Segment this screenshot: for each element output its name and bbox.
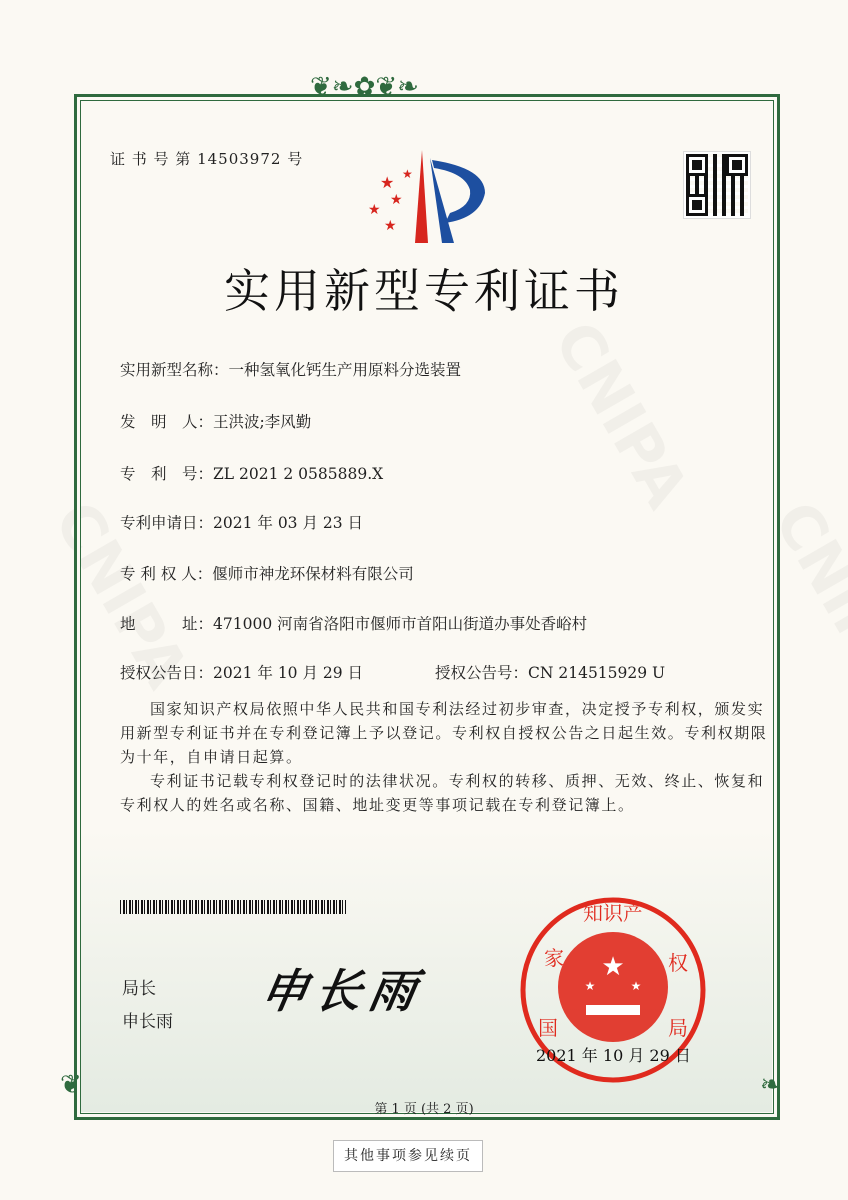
- page-indicator: 第 1 页 (共 2 页): [374, 1102, 474, 1117]
- svg-text:★: ★: [630, 979, 642, 993]
- svg-text:★: ★: [384, 218, 397, 234]
- signature: 申长雨: [256, 964, 429, 1018]
- svg-text:家: 家: [544, 946, 564, 970]
- page-title: 实用新型专利证书: [224, 264, 624, 318]
- svg-text:局: 局: [668, 1016, 688, 1040]
- paragraph-grant: 国家知识产权局依照中华人民共和国专利法经过初步审查，决定授予专利权，颁发实用新型专利证书并在专利登记簿上予以登记。专利权自授权公告之日起生效。专利权期限为十年，自申请日起算。: [120, 700, 768, 766]
- svg-text:★: ★: [601, 952, 625, 982]
- director-title: 局长: [122, 979, 156, 999]
- seal-date: 2021 年 10 月 29 日: [536, 1046, 691, 1065]
- top-ornament-icon: ❦❧✿❦❧: [310, 72, 419, 102]
- continued-note: 其他事项参见续页: [333, 1140, 483, 1172]
- qr-code: [684, 152, 750, 218]
- field-patent-number: 专 利 号：ZL 2021 2 0585889.X: [120, 465, 384, 483]
- field-utility-model-name: 实用新型名称：一种氢氧化钙生产用原料分选装置: [120, 361, 462, 379]
- svg-text:★: ★: [368, 202, 381, 218]
- svg-text:★: ★: [390, 192, 403, 208]
- barcode: [120, 900, 346, 914]
- svg-text:★: ★: [402, 167, 413, 181]
- svg-text:权: 权: [668, 951, 688, 975]
- field-address: 地 址：471000 河南省洛阳市偃师市首阳山街道办事处香峪村: [120, 615, 588, 633]
- certificate-number: 证 书 号 第 14503972 号: [110, 150, 304, 168]
- corner-ornament-icon: ❦: [60, 1070, 82, 1100]
- director-name: 申长雨: [122, 1012, 173, 1032]
- field-grant-number: 授权公告号：CN 214515929 U: [435, 664, 666, 682]
- seal-text: 知识产: [583, 901, 643, 925]
- svg-text:★: ★: [380, 173, 395, 192]
- paragraph-legal-status: 专利证书记载专利权登记时的法律状况。专利权的转移、质押、无效、终止、恢复和专利权人的姓名或名称、国籍、地址变更等事项记载在专利登记簿上。: [120, 772, 765, 814]
- field-grant-date: 授权公告日：2021 年 10 月 29 日: [120, 664, 364, 682]
- svg-text:国: 国: [538, 1016, 558, 1040]
- svg-text:★: ★: [584, 979, 596, 993]
- cnipa-logo-icon: [360, 148, 490, 248]
- corner-ornament-icon: ❧: [760, 1070, 782, 1100]
- field-inventors: 发 明 人：王洪波;李风勤: [120, 413, 312, 431]
- field-patentee: 专 利 权 人：偃师市神龙环保材料有限公司: [120, 565, 414, 583]
- field-application-date: 专利申请日：2021 年 03 月 23 日: [120, 514, 364, 532]
